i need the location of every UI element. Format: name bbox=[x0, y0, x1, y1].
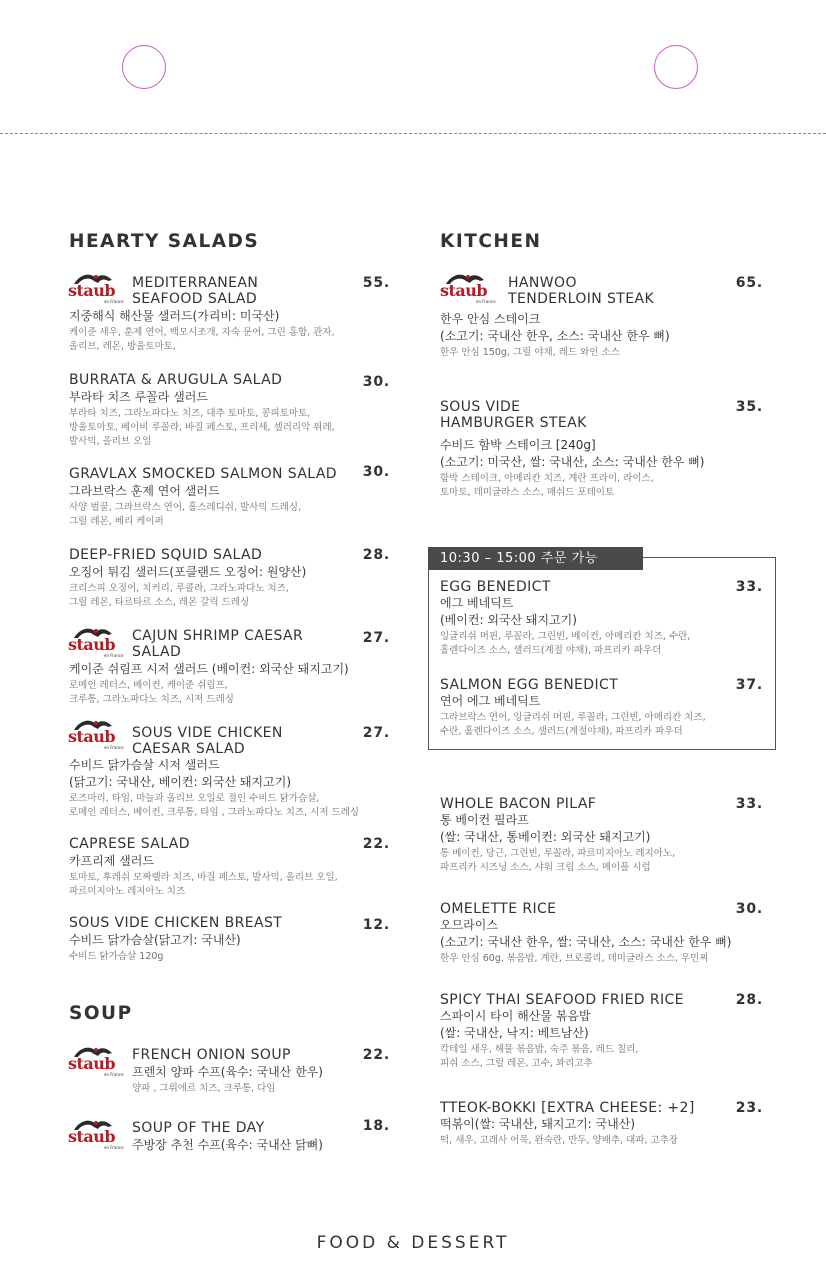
price: 22. bbox=[362, 1047, 390, 1063]
menu-item-whole-bacon-pilaf: WHOLE BACON PILAF 33. 통 베이컨 필라프 (쌀: 국내산, 통베이컨: 외국산 돼지고기) 통 베이컨, 당근, 그린빈, 루꼴라, 파르미지아노 레지아노, 파프리카 시즈닝 소스, 샤워 크림 소스, 메이플 시럽 bbox=[440, 796, 763, 873]
price: 22. bbox=[362, 836, 390, 852]
menu-item-sous-vide-chicken-caesar-salad: SOUS VIDE CHICKEN CAESAR SALAD 27. 수비드 닭가슴살 시저 샐러드 (닭고기: 국내산, 베이컨: 외국산 돼지고기) 로즈마리, 타임, 마늘과 올리브 오일로 절인 수비드 닭가슴살, 로메인 레터스, 베이컨, 크루통, 타임 , 그라노파다노 치즈, 시저 드레싱 bbox=[69, 725, 390, 818]
price: 28. bbox=[362, 547, 390, 563]
price: 23. bbox=[735, 1100, 763, 1116]
punch-hole-left bbox=[122, 45, 166, 89]
price: 12. bbox=[362, 917, 390, 933]
menu-item-omelette-rice: OMELETTE RICE 30. 오므라이스 (소고기: 국내산 한우, 쌀: 국내산, 소스: 국내산 한우 뼈) 한우 안심 60g, 볶음밥, 계란, 브로콜리, 데미글라스 소스, 우민찌 bbox=[440, 901, 763, 964]
section-title-kitchen: KITCHEN bbox=[440, 231, 542, 252]
price: 33. bbox=[735, 796, 763, 812]
menu-item-french-onion-soup: FRENCH ONION SOUP 22. 프렌치 양파 수프(육수: 국내산 한우) 양파 , 그뤼에르 치즈, 크루통, 다임 bbox=[132, 1047, 390, 1094]
staub-logo: staub en France bbox=[66, 1045, 124, 1077]
price: 30. bbox=[362, 374, 390, 390]
staub-logo: staub en France bbox=[66, 1118, 124, 1150]
price: 35. bbox=[735, 399, 763, 415]
menu-item-cajun-shrimp-caesar-salad: CAJUN SHRIMP CAESAR SALAD 27. 케이준 쉬림프 시저 샐러드 (베이컨: 외국산 돼지고기) 로메인 레터스, 베이컨, 케이준 쉬림프, 크루통, 그라노파다노 치즈, 시저 드레싱 bbox=[69, 628, 390, 705]
fold-line bbox=[0, 133, 826, 134]
brunch-time-banner: 10:30 – 15:00 주문 가능 bbox=[428, 547, 643, 570]
price: 30. bbox=[735, 901, 763, 917]
section-title-hearty-salads: HEARTY SALADS bbox=[69, 231, 260, 252]
price: 37. bbox=[735, 677, 763, 693]
menu-item-sous-vide-chicken-breast: SOUS VIDE CHICKEN BREAST 12. 수비드 닭가슴살(닭고기: 국내산) 수비드 닭가슴살 120g bbox=[69, 915, 390, 962]
menu-item-salmon-egg-benedict: SALMON EGG BENEDICT 37. 연어 에그 베네딕트 그라브락스 연어, 잉글리쉬 머핀, 루꼴라, 그린빈, 아메리칸 치즈, 수란, 홀렌다이즈 소스, 샐러드(계절야채), 파프리카 파우더 bbox=[440, 677, 763, 737]
punch-hole-right bbox=[654, 45, 698, 89]
price: 65. bbox=[735, 275, 763, 291]
menu-item-caprese-salad: CAPRESE SALAD 22. 카프리제 샐러드 토마토, 후레쉬 모짜렐라 치즈, 바질 페스토, 발사믹, 올리브 오일, 파르미지아노 레지아노 치즈 bbox=[69, 836, 390, 897]
price: 27. bbox=[362, 630, 390, 646]
menu-item-deep-fried-squid-salad: DEEP-FRIED SQUID SALAD 28. 오징어 튀김 샐러드(포클랜드 오징어: 원양산) 크리스피 오징어, 치커리, 루콜라, 그라노파다노 치즈, 그릴 레몬, 타르타르 소스, 레몬 갈릭 드레싱 bbox=[69, 547, 390, 608]
menu-item-mediterranean-seafood-salad: MEDITERRANEAN SEAFOOD SALAD 55. 지중해식 해산물 샐러드(가리비: 미국산) 케이준 새우, 훈제 연어, 백모시조개, 자숙 문어, 그린 홍합, 관자, 올리브, 레몬, 방울토마토, bbox=[69, 275, 390, 352]
price: 33. bbox=[735, 579, 763, 595]
section-title-soup: SOUP bbox=[69, 1003, 133, 1024]
menu-item-sous-vide-hamburger-steak: SOUS VIDE HAMBURGER STEAK 35. 수비드 함박 스테이크 [240g] (소고기: 미국산, 쌀: 국내산, 소스: 국내산 한우 뼈) 함박 스테이크, 아메리칸 치즈, 계란 프라이, 라이스, 토마토, 데미글라스 소스, 매쉬드 포테이토 bbox=[440, 399, 763, 498]
menu-item-burrata-arugula-salad: BURRATA & ARUGULA SALAD 30. 부라타 치즈 루꼴라 샐러드 부라타 치즈, 그라노파다노 치즈, 대추 토마토, 콩피토마토, 방울토마토, 베이비 루꼴라, 바질 페스토, 프리세, 셀러리악 퓌레, 발사믹, 올리브 오일 bbox=[69, 372, 390, 447]
price: 18. bbox=[362, 1118, 390, 1134]
price: 28. bbox=[735, 992, 763, 1008]
menu-item-hanwoo-tenderloin-steak: HANWOO TENDERLOIN STEAK 65. 한우 안심 스테이크 (소고기: 국내산 한우, 소스: 국내산 한우 뼈) 한우 안심 150g, 그릴 야채, 레드 와인 소스 bbox=[440, 275, 763, 358]
menu-item-egg-benedict: EGG BENEDICT 33. 에그 베네딕트 (베이컨: 외국산 돼지고기) 잉글리쉬 머핀, 루꼴라, 그린빈, 베이컨, 아메리칸 치즈, 수란, 홀렌다이즈 소스, 샐러드(계절 야채), 파프리카 파우더 bbox=[440, 579, 763, 656]
menu-item-tteok-bokki: TTEOK-BOKKI [EXTRA CHEESE: +2] 23. 떡볶이(쌀: 국내산, 돼지고기: 국내산) 떡, 새우, 고래사 어묵, 완숙란, 만두, 양배추, 대파, 고추장 bbox=[440, 1100, 763, 1146]
staub-logo: staub en France bbox=[66, 718, 124, 750]
menu-item-soup-of-the-day: SOUP OF THE DAY 18. 주방장 추천 수프(육수: 국내산 닭뼈) bbox=[132, 1118, 390, 1152]
menu-item-spicy-thai-seafood-fried-rice: SPICY THAI SEAFOOD FRIED RICE 28. 스파이시 타이 해산물 볶음밥 (쌀: 국내산, 낙지: 베트남산) 칵테일 새우, 해물 볶음밥, 숙주 볶음, 레드 칠리, 피쉬 소스, 그릴 레몬, 고수, 꽈리고추 bbox=[440, 992, 763, 1069]
page-footer: FOOD & DESSERT bbox=[316, 1233, 510, 1253]
price: 30. bbox=[362, 464, 390, 480]
menu-item-gravlax-salmon-salad: GRAVLAX SMOCKED SALMON SALAD 30. 그라브락스 훈제 연어 샐러드 사양 벌꿀, 그라브락스 연어, 홀스레디쉬, 발사믹 드레싱, 그릴 레몬, 베리 케이퍼 bbox=[69, 464, 390, 527]
price: 27. bbox=[362, 725, 390, 741]
staub-logo: staub en France bbox=[66, 272, 124, 304]
price: 55. bbox=[362, 275, 390, 291]
staub-logo: staub en France bbox=[438, 272, 496, 304]
staub-logo: staub en France bbox=[66, 626, 124, 658]
